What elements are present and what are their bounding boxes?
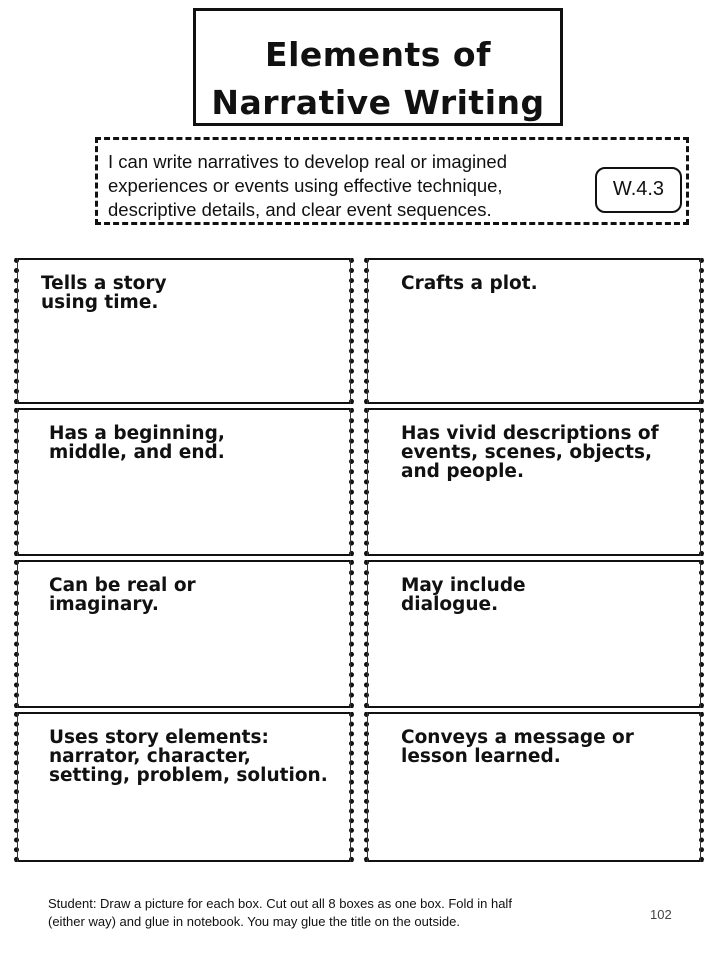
card-text-line: Conveys a message or (401, 727, 634, 748)
title-box (193, 8, 563, 126)
card-text-line: Has a beginning, (49, 423, 225, 444)
title-line-1: Elements of (265, 35, 491, 74)
card-text-line: using time. (41, 292, 159, 313)
card-story-elements (14, 712, 354, 862)
card-text (49, 576, 335, 614)
card-text-line: and people. (401, 461, 524, 482)
learning-target-box (95, 137, 689, 225)
page-number: 102 (650, 907, 672, 922)
card-text (401, 576, 685, 614)
card-text (401, 274, 685, 293)
card-message-or-lesson (364, 712, 704, 862)
card-text-line: middle, and end. (49, 442, 225, 463)
card-text-line: setting, problem, solution. (49, 765, 328, 786)
title-line-2: Narrative Writing (211, 83, 545, 122)
card-real-or-imaginary (14, 560, 354, 708)
card-text-line: Can be real or (49, 575, 196, 596)
card-vivid-descriptions (364, 408, 704, 556)
card-text-line: May include (401, 575, 526, 596)
learning-target-line: experiences or events using effective technique, (108, 175, 503, 196)
card-crafts-a-plot (364, 258, 704, 404)
card-text (401, 728, 685, 766)
card-tells-a-story (14, 258, 354, 404)
card-text (401, 424, 685, 481)
card-text-line: imaginary. (49, 594, 159, 615)
student-instructions (48, 895, 608, 930)
instructions-line: (either way) and glue in notebook. You may glue the title on the outside. (48, 913, 460, 929)
card-text-line: events, scenes, objects, (401, 442, 653, 463)
card-text-line: narrator, character, (49, 746, 251, 767)
learning-target-line: I can write narratives to develop real or imagined (108, 151, 507, 172)
learning-target-text (108, 150, 596, 222)
standard-code-badge: W.4.3 (595, 167, 682, 213)
card-text-line: dialogue. (401, 594, 499, 615)
card-include-dialogue (364, 560, 704, 708)
card-text (49, 424, 335, 462)
card-text-line: Has vivid descriptions of (401, 423, 659, 444)
card-text (49, 728, 335, 785)
learning-target-line: descriptive details, and clear event sequences. (108, 199, 492, 220)
card-text (41, 274, 335, 312)
card-text-line: Uses story elements: (49, 727, 269, 748)
card-text-line: lesson learned. (401, 746, 561, 767)
card-beginning-middle-end (14, 408, 354, 556)
card-text-line: Crafts a plot. (401, 273, 538, 294)
instructions-line: Student: Draw a picture for each box. Cut out all 8 boxes as one box. Fold in half (48, 896, 512, 911)
card-text-line: Tells a story (41, 273, 167, 294)
